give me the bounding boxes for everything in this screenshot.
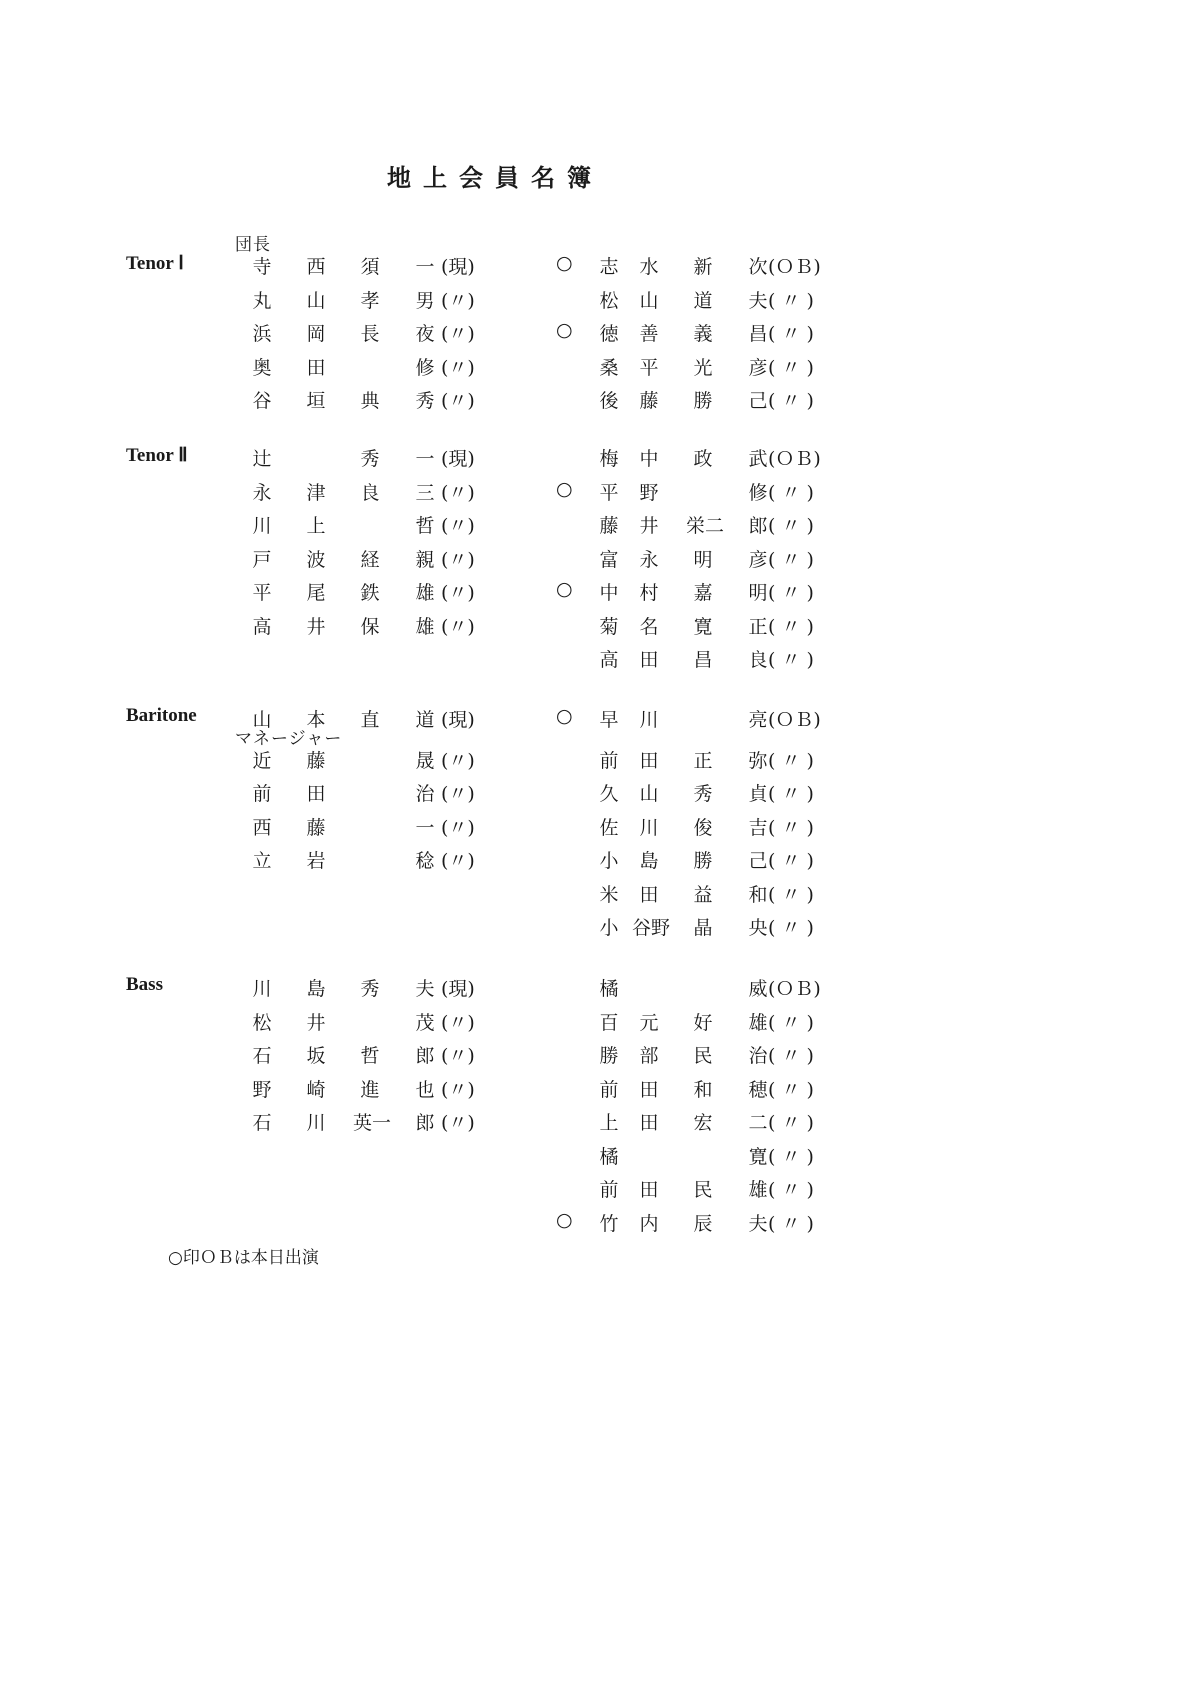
member-name-char: 中 <box>599 582 619 604</box>
ob-performing-mark: ○ <box>556 477 573 500</box>
member-status: ( 〃 ) <box>768 1212 814 1235</box>
member-name-char: 雄 <box>748 1179 768 1201</box>
member-name-char: 中 <box>639 448 659 470</box>
member-name-char: 立 <box>252 850 272 872</box>
member-status: (〃) <box>441 816 475 839</box>
member-status: (〃) <box>441 323 475 345</box>
member-name-char: 吉 <box>748 816 768 839</box>
member-name-char: 松 <box>252 1011 272 1034</box>
member-name-char: 平 <box>639 356 659 379</box>
member-name-char: 郎 <box>748 515 768 537</box>
member-name-char: 修 <box>748 481 768 504</box>
member-name-char: 田 <box>306 356 326 379</box>
member-name-char: 田 <box>306 783 326 805</box>
member-name-char: 保 <box>360 615 380 638</box>
ob-performing-mark: ○ <box>556 319 573 341</box>
member-status: ( 〃 ) <box>768 649 814 671</box>
member-name-char: 雄 <box>415 615 435 638</box>
member-name-char: 寺 <box>252 256 272 278</box>
member-status: ( 〃 ) <box>768 289 814 312</box>
member-name-char: 治 <box>748 1045 768 1067</box>
member-status: (〃) <box>441 548 475 571</box>
ob-performing-mark: ○ <box>556 252 573 274</box>
member-name-char: 嘉 <box>693 582 713 604</box>
member-name-char: 田 <box>639 649 659 671</box>
member-name-char: 親 <box>415 548 435 571</box>
page-title: 地上会員名簿 <box>387 164 603 192</box>
member-name-char: 近 <box>252 749 272 772</box>
member-name-char: 永 <box>639 548 659 571</box>
member-name-char: 夫 <box>748 1212 768 1235</box>
member-status: ( 〃 ) <box>768 323 814 345</box>
member-status: ( 〃 ) <box>768 390 814 412</box>
member-name-char: 雄 <box>748 1011 768 1034</box>
member-name-char: 水 <box>639 256 659 278</box>
member-name-char: 孝 <box>360 289 380 312</box>
member-name-char: 佐 <box>599 816 619 839</box>
member-name-char: 秀 <box>693 783 713 805</box>
member-name-char: 修 <box>415 356 435 379</box>
member-name-char: 彦 <box>748 548 768 571</box>
member-name-char: 郎 <box>415 1045 435 1067</box>
member-name-char: 武 <box>748 448 768 470</box>
member-name-char: 辻 <box>252 448 272 470</box>
member-status: (現) <box>441 978 475 1000</box>
member-name-char: 治 <box>415 783 435 805</box>
member-name-char: 央 <box>748 917 768 939</box>
member-name-char: 前 <box>599 1179 619 1201</box>
member-name-char: 崎 <box>306 1078 326 1101</box>
member-name-char: 光 <box>693 356 713 379</box>
member-status: ( 〃 ) <box>768 1145 814 1168</box>
member-name-char: 井 <box>306 1011 326 1034</box>
member-status: (現) <box>441 256 475 278</box>
member-name-char: 前 <box>599 1078 619 1101</box>
member-name-char: 西 <box>306 256 326 278</box>
member-name-char: 夫 <box>415 978 435 1000</box>
member-name-char: 次 <box>748 256 768 278</box>
member-name-char: 坂 <box>306 1045 326 1067</box>
member-name-char: 明 <box>693 548 713 571</box>
member-name-char: 百 <box>599 1011 619 1034</box>
member-name-char: 明 <box>748 582 768 604</box>
voice-part-label: Tenor Ⅱ <box>126 445 188 466</box>
member-name-char: 秀 <box>415 390 435 412</box>
member-name-char: 島 <box>306 978 326 1000</box>
member-name-char: 善 <box>639 323 659 345</box>
voice-part-label: Baritone <box>126 705 197 726</box>
member-name-char: 義 <box>693 323 713 345</box>
member-name-char: 岡 <box>306 323 326 345</box>
member-status: ( 〃 ) <box>768 615 814 638</box>
member-name-char: 藤 <box>599 515 619 537</box>
member-name-char: 徳 <box>599 323 619 345</box>
member-name-char: 松 <box>599 289 619 312</box>
member-name-char: 英一 <box>353 1112 392 1134</box>
member-status: (ＯＢ) <box>768 709 821 731</box>
member-name-char: 秀 <box>360 978 380 1000</box>
member-name-char: 威 <box>748 978 768 1000</box>
member-name-char: 野 <box>639 481 659 504</box>
member-name-char: 己 <box>748 850 768 872</box>
member-name-char: 川 <box>252 978 272 1000</box>
member-name-char: 志 <box>599 256 619 278</box>
member-status: (〃) <box>441 481 475 504</box>
member-name-char: 良 <box>360 481 380 504</box>
member-name-char: 也 <box>415 1078 435 1101</box>
member-name-char: 道 <box>415 709 435 731</box>
member-name-char: 辰 <box>693 1212 713 1235</box>
member-name-char: 好 <box>693 1011 713 1034</box>
member-name-char: 郎 <box>415 1112 435 1134</box>
member-name-char: 宏 <box>693 1112 713 1134</box>
member-name-char: 和 <box>693 1078 713 1101</box>
member-name-char: 尾 <box>306 582 326 604</box>
member-name-char: 村 <box>639 582 659 604</box>
member-name-char: 寛 <box>748 1145 768 1168</box>
member-name-char: 梅 <box>599 448 619 470</box>
member-status: ( 〃 ) <box>768 481 814 504</box>
member-name-char: 経 <box>360 548 380 571</box>
member-name-char: 本 <box>306 709 326 731</box>
member-name-char: 上 <box>599 1112 619 1134</box>
member-name-char: 男 <box>415 289 435 312</box>
voice-part-label: Tenor Ⅰ <box>126 253 184 274</box>
ob-performing-mark: ○ <box>556 1208 573 1231</box>
member-status: ( 〃 ) <box>768 917 814 939</box>
member-name-char: 前 <box>252 783 272 805</box>
member-name-char: 丸 <box>252 289 272 312</box>
member-name-char: 勝 <box>693 850 713 872</box>
member-name-char: 高 <box>599 649 619 671</box>
member-name-char: 桑 <box>599 356 619 379</box>
member-name-char: 山 <box>639 289 659 312</box>
member-status: ( 〃 ) <box>768 783 814 805</box>
member-name-char: 昌 <box>748 323 768 345</box>
member-status: ( 〃 ) <box>768 356 814 379</box>
member-name-char: 三 <box>415 481 435 504</box>
member-name-char: 垣 <box>306 390 326 412</box>
member-name-char: 後 <box>599 390 619 412</box>
member-status: (〃) <box>441 1045 475 1067</box>
member-status: (ＯＢ) <box>768 256 821 278</box>
member-status: (〃) <box>441 1078 475 1101</box>
member-name-char: 部 <box>639 1045 659 1067</box>
member-status: (〃) <box>441 356 475 379</box>
member-name-char: 島 <box>639 850 659 872</box>
member-name-char: 久 <box>599 783 619 805</box>
member-name-char: 藤 <box>306 816 326 839</box>
member-name-char: 石 <box>252 1045 272 1067</box>
member-name-char: 茂 <box>415 1011 435 1034</box>
member-name-char: 直 <box>360 709 380 731</box>
member-name-char: 民 <box>693 1179 713 1201</box>
member-name-char: 川 <box>306 1112 326 1134</box>
member-status: ( 〃 ) <box>768 816 814 839</box>
member-status: (〃) <box>441 1112 475 1134</box>
member-name-char: 政 <box>693 448 713 470</box>
member-name-char: 橘 <box>599 978 619 1000</box>
member-status: ( 〃 ) <box>768 548 814 571</box>
member-status: (〃) <box>441 615 475 638</box>
member-name-char: 川 <box>639 709 659 731</box>
member-status: (〃) <box>441 390 475 412</box>
member-name-char: 名 <box>639 615 659 638</box>
member-status: ( 〃 ) <box>768 850 814 872</box>
member-status: ( 〃 ) <box>768 1112 814 1134</box>
member-role-label: 団長 <box>235 235 271 255</box>
member-name-char: 岩 <box>306 850 326 872</box>
member-name-char: 鉄 <box>360 582 380 604</box>
member-name-char: 長 <box>360 323 380 345</box>
member-name-char: 平 <box>599 481 619 504</box>
member-name-char: 田 <box>639 749 659 772</box>
member-name-char: 田 <box>639 1112 659 1134</box>
member-status: ( 〃 ) <box>768 1011 814 1034</box>
member-name-char: 栄二 <box>686 515 725 537</box>
member-status: ( 〃 ) <box>768 1179 814 1201</box>
member-name-char: 戸 <box>252 548 272 571</box>
member-name-char: 前 <box>599 749 619 772</box>
member-name-char: 良 <box>748 649 768 671</box>
member-name-char: 川 <box>252 515 272 537</box>
member-status: (〃) <box>441 289 475 312</box>
member-status: ( 〃 ) <box>768 1045 814 1067</box>
member-name-char: 二 <box>748 1112 768 1134</box>
member-name-char: 哲 <box>360 1045 380 1067</box>
member-status: ( 〃 ) <box>768 515 814 537</box>
member-name-char: 俊 <box>693 816 713 839</box>
member-name-char: 弥 <box>748 749 768 772</box>
member-name-char: 和 <box>748 883 768 906</box>
member-name-char: 元 <box>639 1011 659 1034</box>
member-name-char: 富 <box>599 548 619 571</box>
member-name-char: 山 <box>639 783 659 805</box>
member-name-char: 晶 <box>693 917 713 939</box>
member-name-char: 谷 <box>252 390 272 412</box>
member-name-char: 新 <box>693 256 713 278</box>
member-status: ( 〃 ) <box>768 1078 814 1101</box>
member-name-char: 早 <box>599 709 619 731</box>
member-name-char: 夜 <box>415 323 435 345</box>
member-name-char: 田 <box>639 1078 659 1101</box>
member-name-char: 哲 <box>415 515 435 537</box>
member-name-char: 上 <box>306 515 326 537</box>
member-name-char: 益 <box>693 883 713 906</box>
member-name-char: 川 <box>639 816 659 839</box>
member-name-char: 平 <box>252 582 272 604</box>
member-name-char: 須 <box>360 256 380 278</box>
member-status: (〃) <box>441 582 475 604</box>
member-name-char: 道 <box>693 289 713 312</box>
member-name-char: 山 <box>306 289 326 312</box>
member-name-char: 勝 <box>693 390 713 412</box>
member-name-char: 進 <box>360 1078 380 1101</box>
member-name-char: 波 <box>306 548 326 571</box>
voice-part-label: Bass <box>126 974 163 995</box>
member-name-char: 寛 <box>693 615 713 638</box>
member-name-char: 田 <box>639 1179 659 1201</box>
member-status: (ＯＢ) <box>768 978 821 1000</box>
member-name-char: 橘 <box>599 1145 619 1168</box>
member-role-label: マネージャー <box>235 728 343 749</box>
member-name-char: 民 <box>693 1045 713 1067</box>
member-name-char: 奥 <box>252 356 272 379</box>
member-name-char: 雄 <box>415 582 435 604</box>
footnote: ○印ＯＢは本日出演 <box>168 1248 319 1268</box>
ob-performing-mark: ○ <box>556 705 573 727</box>
member-name-char: 井 <box>639 515 659 537</box>
member-name-char: 稔 <box>415 850 435 872</box>
member-name-char: 一 <box>415 256 435 278</box>
member-name-char: 貞 <box>748 783 768 805</box>
ob-performing-mark: ○ <box>556 578 573 600</box>
member-status: (〃) <box>441 1011 475 1034</box>
member-name-char: 内 <box>639 1212 659 1235</box>
member-name-char: 一 <box>415 816 435 839</box>
member-name-char: 小 <box>599 917 619 939</box>
member-name-char: 穂 <box>748 1078 768 1101</box>
member-status: (〃) <box>441 783 475 805</box>
member-name-char: 竹 <box>599 1212 619 1235</box>
member-name-char: 津 <box>306 481 326 504</box>
member-name-char: 浜 <box>252 323 272 345</box>
member-name-char: 谷野 <box>632 917 671 939</box>
member-name-char: 夫 <box>748 289 768 312</box>
member-name-char: 正 <box>748 615 768 638</box>
member-name-char: 田 <box>639 883 659 906</box>
member-status: (ＯＢ) <box>768 448 821 470</box>
member-name-char: 晟 <box>415 749 435 772</box>
member-status: (〃) <box>441 515 475 537</box>
member-status: ( 〃 ) <box>768 883 814 906</box>
member-status: (現) <box>441 448 475 470</box>
member-name-char: 昌 <box>693 649 713 671</box>
member-name-char: 亮 <box>748 709 768 731</box>
member-name-char: 藤 <box>639 390 659 412</box>
member-name-char: 典 <box>360 390 380 412</box>
member-name-char: 永 <box>252 481 272 504</box>
member-name-char: 西 <box>252 816 272 839</box>
member-status: (〃) <box>441 850 475 872</box>
member-status: ( 〃 ) <box>768 582 814 604</box>
member-name-char: 一 <box>415 448 435 470</box>
member-name-char: 野 <box>252 1078 272 1101</box>
member-name-char: 菊 <box>599 615 619 638</box>
member-name-char: 藤 <box>306 749 326 772</box>
member-status: (現) <box>441 709 475 731</box>
member-name-char: 高 <box>252 615 272 638</box>
member-name-char: 小 <box>599 850 619 872</box>
member-name-char: 米 <box>599 883 619 906</box>
member-name-char: 井 <box>306 615 326 638</box>
member-name-char: 正 <box>693 749 713 772</box>
member-name-char: 彦 <box>748 356 768 379</box>
member-name-char: 己 <box>748 390 768 412</box>
member-name-char: 勝 <box>599 1045 619 1067</box>
member-status: ( 〃 ) <box>768 749 814 772</box>
member-name-char: 秀 <box>360 448 380 470</box>
member-status: (〃) <box>441 749 475 772</box>
member-name-char: 山 <box>252 709 272 731</box>
member-name-char: 石 <box>252 1112 272 1134</box>
